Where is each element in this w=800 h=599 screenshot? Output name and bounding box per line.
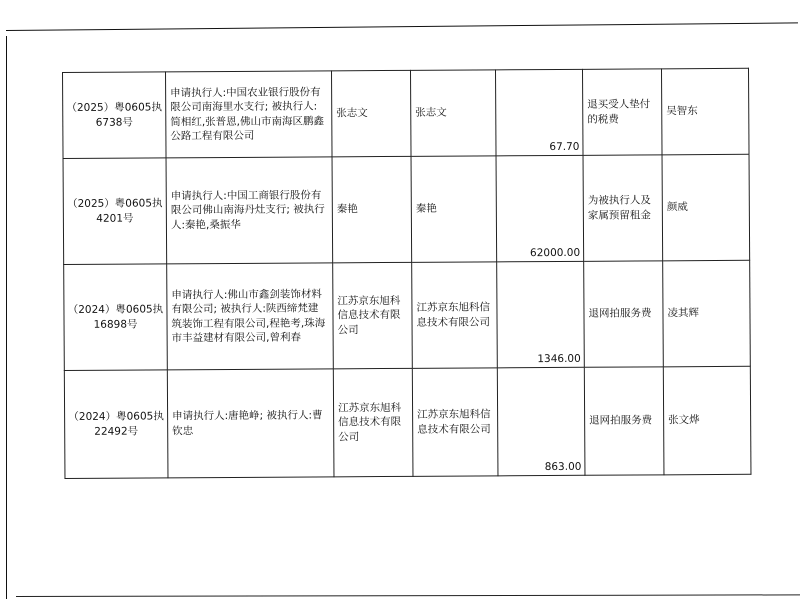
handler-name: 颜威 [666, 201, 688, 214]
table-row [63, 154, 750, 264]
table-row [64, 260, 751, 370]
parties-cell [166, 71, 333, 158]
case-number: （2024）粤0605执16898号 [67, 303, 164, 331]
parties-text: 申请执行人:唐艳峥; 被执行人:曹钦忠 [172, 409, 323, 437]
table-row [63, 68, 750, 158]
payer-cell [332, 156, 412, 262]
reason-text: 退网拍服务费 [588, 307, 652, 321]
amount-cell [497, 261, 585, 368]
refund-table-wrapper [62, 68, 751, 479]
parties-text: 申请执行人:中国工商银行股份有限公司佛山南海丹灶支行; 被执行人:秦艳,桑振华 [170, 189, 325, 231]
parties-cell [167, 369, 334, 478]
parties-cell [166, 157, 333, 264]
amount-cell [495, 69, 583, 156]
page-border-top [6, 22, 798, 31]
amount-cell [496, 155, 584, 262]
payer-text: 张志文 [336, 107, 368, 120]
amount-value: 62000.00 [529, 246, 581, 259]
case-number-cell [63, 72, 167, 159]
case-number: （2025）粤0605执6738号 [66, 101, 162, 129]
amount-cell [497, 367, 585, 476]
reason-text: 为被执行人及家属预留租金 [587, 194, 651, 222]
reason-text: 退网拍服务费 [589, 414, 653, 428]
payer-cell [333, 262, 413, 368]
handler-cell [663, 366, 751, 475]
parties-text: 申请执行人:中国农业银行股份有限公司南海里水支行; 被执行人:简相红,张普恩,佛山市南海区鹏鑫公路工程有限公司 [170, 86, 325, 143]
case-number-cell [63, 158, 167, 265]
payer-text: 江苏京东旭科信息技术有限公司 [338, 402, 402, 443]
payer-text: 秦艳 [336, 203, 358, 216]
case-number-cell [64, 264, 168, 371]
payee-cell [411, 156, 497, 263]
reason-cell [584, 367, 664, 475]
payer-text: 江苏京东旭科信息技术有限公司 [337, 295, 401, 336]
amount-value: 863.00 [544, 460, 582, 473]
page-border-left [6, 36, 7, 599]
payee-cell [410, 70, 496, 157]
amount-value: 1346.00 [537, 352, 581, 365]
handler-cell [662, 154, 750, 261]
parties-text: 申请执行人:佛山市鑫剑装饰材料有限公司; 被执行人:陕西缔梵建筑装饰工程有限公司,程艳考,珠海市丰益建材有限公司,曾利春 [171, 288, 326, 345]
page-border-bottom [16, 594, 800, 597]
reason-text: 退买受人垫付的税费 [587, 98, 651, 126]
case-number-cell [64, 370, 168, 479]
payee-text: 张志文 [415, 107, 447, 120]
payee-text: 秦艳 [415, 203, 437, 216]
payer-cell [331, 70, 411, 156]
parties-cell [167, 263, 334, 370]
handler-name: 凌其辉 [667, 307, 700, 320]
refund-table [62, 68, 751, 479]
handler-name: 吴智东 [666, 105, 698, 118]
handler-name: 张文烨 [668, 414, 700, 427]
payer-cell [333, 368, 413, 476]
handler-cell [661, 68, 749, 155]
payee-cell [412, 368, 498, 477]
case-number: （2024）粤0605执22492号 [68, 410, 164, 438]
reason-cell [582, 69, 662, 155]
payee-text: 江苏京东旭科信息技术有限公司 [416, 301, 491, 329]
amount-value: 67.70 [549, 140, 580, 153]
reason-cell [583, 155, 663, 261]
table-row [64, 366, 751, 478]
payee-cell [412, 262, 498, 369]
reason-cell [584, 261, 664, 367]
payee-text: 江苏京东旭科信息技术有限公司 [417, 408, 491, 436]
handler-cell [663, 260, 751, 367]
case-number: （2025）粤0605执4201号 [67, 197, 163, 225]
